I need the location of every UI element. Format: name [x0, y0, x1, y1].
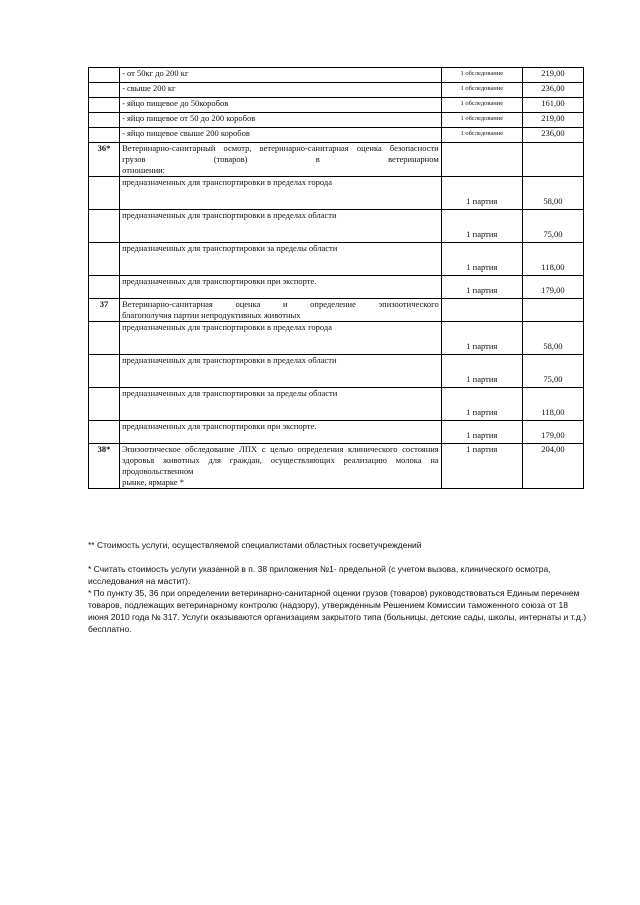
row-number — [89, 243, 120, 276]
section-37-header-row — [89, 299, 584, 322]
section-title — [120, 299, 442, 322]
table-row — [89, 243, 584, 276]
table-row — [89, 83, 584, 98]
row-number — [89, 322, 120, 355]
service-name: предназначенных для транспортировки в пределах области — [120, 355, 442, 388]
price-cell: 236,00 — [522, 83, 583, 98]
row-number — [89, 177, 120, 210]
section-title-last-line: отношении: — [122, 165, 166, 175]
unit-cell: 1 обследование — [441, 83, 522, 98]
section-title — [120, 143, 442, 177]
footnotes-block — [88, 563, 588, 635]
price-cell: 75,00 — [522, 210, 583, 243]
unit-cell: 1 партия — [441, 444, 522, 489]
unit-cell: 1 обследование — [441, 98, 522, 113]
row-number: 37 — [89, 299, 120, 322]
price-cell: 204,00 — [522, 444, 583, 489]
table-row — [89, 210, 584, 243]
unit-cell: 1 партия — [441, 355, 522, 388]
row-number — [89, 113, 120, 128]
service-name: предназначенных для транспортировки за пределы области — [120, 243, 442, 276]
unit-cell: 1 партия — [441, 210, 522, 243]
section-title — [120, 444, 442, 489]
row-number: 38* — [89, 444, 120, 489]
table-row — [89, 113, 584, 128]
row-number — [89, 388, 120, 421]
service-name: предназначенных для транспортировки за пределы области — [120, 388, 442, 421]
row-number — [89, 98, 120, 113]
unit-cell — [441, 143, 522, 177]
section-title-text: Ветеринарно-санитарная оценка и определение эпизоотического — [122, 299, 439, 309]
service-name: - яйцо пищевое свыше 200 коробов — [120, 128, 442, 143]
row-number — [89, 83, 120, 98]
price-cell — [522, 143, 583, 177]
table-row — [89, 355, 584, 388]
price-cell: 219,00 — [522, 113, 583, 128]
unit-cell: 1 обследование — [441, 68, 522, 83]
row-number — [89, 421, 120, 444]
price-cell: 118,00 — [522, 243, 583, 276]
section-38-row — [89, 444, 584, 489]
section-36-header-row — [89, 143, 584, 177]
price-cell: 58,00 — [522, 177, 583, 210]
footnote-max-price: * Считать стоимость услуги указанной в п. 38 приложения №1- предельной (с учетом вызова, клинического осмотра, исследования на мастит). — [88, 564, 551, 586]
price-table — [88, 67, 584, 489]
unit-cell: 1 партия — [441, 322, 522, 355]
service-name: предназначенных для транспортировки при экспорте. — [120, 421, 442, 444]
row-number: 36* — [89, 143, 120, 177]
table-row — [89, 128, 584, 143]
unit-cell: 1 обследование — [441, 113, 522, 128]
service-name: предназначенных для транспортировки в пределах города — [120, 322, 442, 355]
service-name: - от 50кг до 200 кг — [120, 68, 442, 83]
price-cell: 236,00 — [522, 128, 583, 143]
table-row — [89, 98, 584, 113]
price-cell: 118,00 — [522, 388, 583, 421]
section-title-last-line: рынке, ярмарке * — [122, 477, 184, 487]
row-number — [89, 68, 120, 83]
unit-cell: 1 партия — [441, 243, 522, 276]
unit-cell — [441, 299, 522, 322]
section-title-text: Эпизоотическое обследование ЛПХ с целью определения клинического состояния здоровья животных для граждан, осуществляющих реализацию молока на продовольственном — [122, 444, 439, 476]
footnote-regional-services: ** Стоимость услуги, осуществляемой специалистами областных госветучреждений — [88, 540, 422, 550]
service-name: предназначенных для транспортировки в пределах города — [120, 177, 442, 210]
service-name: предназначенных для транспортировки в пределах области — [120, 210, 442, 243]
section-title-last-line: благополучия партии непродуктивных животных — [122, 310, 301, 320]
table-row — [89, 68, 584, 83]
price-cell: 75,00 — [522, 355, 583, 388]
unit-cell: 1 партия — [441, 388, 522, 421]
unit-cell: 1 партия — [441, 421, 522, 444]
price-cell: 58,00 — [522, 322, 583, 355]
row-number — [89, 128, 120, 143]
table-row — [89, 388, 584, 421]
table-row — [89, 177, 584, 210]
table-row — [89, 322, 584, 355]
service-name: - яйцо пищевое от 50 до 200 коробов — [120, 113, 442, 128]
unit-cell: 1 обследование — [441, 128, 522, 143]
row-number — [89, 355, 120, 388]
section-title-text: Ветеринарно-санитарный осмотр, ветеринарно-санитарная оценка безопасности грузов (товаров) в ветеринарном — [122, 143, 439, 164]
price-cell: 161,00 — [522, 98, 583, 113]
price-cell: 179,00 — [522, 421, 583, 444]
price-cell — [522, 299, 583, 322]
service-name: - яйцо пищевое до 50коробов — [120, 98, 442, 113]
footnote-reference-list: * По пункту 35, 36 при определении ветеринарно-санитарной оценки грузов (товаров) руководствоваться Единым перечнем товаров, подлежащих ветеринарному контролю (надзору), утвержденным Решением Комиссии таможенного союза от 18 июня 2010 года № 317. Услуги оказываются организациям закрытого типа (больницы, детские сады, школы, интернаты и т.д.) бесплатно. — [88, 588, 587, 634]
table-row — [89, 276, 584, 299]
service-name: предназначенных для транспортировки при экспорте. — [120, 276, 442, 299]
table-row — [89, 421, 584, 444]
row-number — [89, 276, 120, 299]
row-number — [89, 210, 120, 243]
unit-cell: 1 партия — [441, 276, 522, 299]
unit-cell: 1 партия — [441, 177, 522, 210]
price-cell: 179,00 — [522, 276, 583, 299]
price-cell: 219,00 — [522, 68, 583, 83]
service-name: - свыше 200 кг — [120, 83, 442, 98]
